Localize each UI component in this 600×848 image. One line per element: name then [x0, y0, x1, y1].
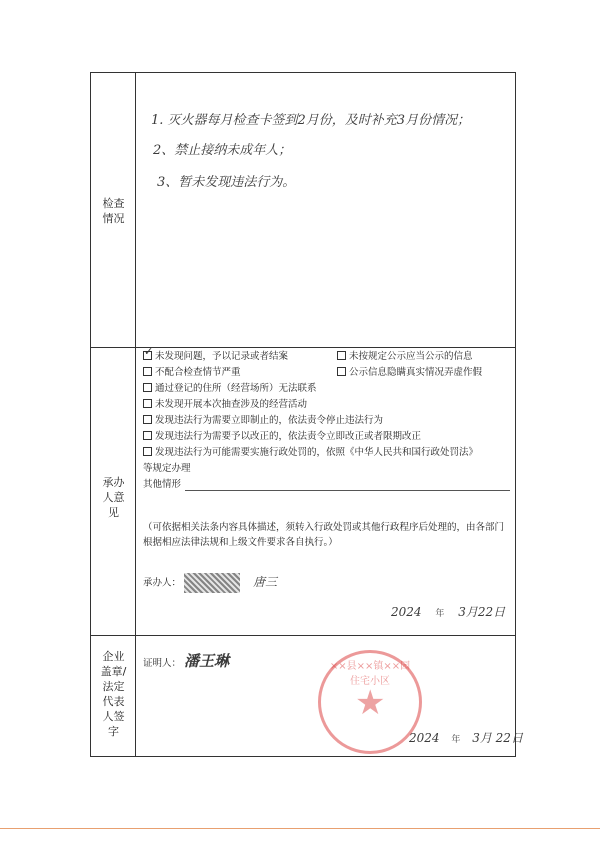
option-no-problem: ✓未发现问题，予以记录或者结案 — [143, 351, 288, 363]
handler-signature: 承办人： 唐三 — [143, 573, 277, 593]
handwritten-line-1: 1. 灭火器每月检查卡签到2月份，及时补充3月份情况； — [151, 113, 471, 128]
checkbox[interactable] — [143, 383, 152, 392]
redacted-signature — [184, 573, 240, 593]
row-divider-1 — [91, 347, 515, 348]
seal-text: ××县××镇××园住宅小区 — [329, 661, 411, 687]
footer-line — [0, 828, 600, 829]
checkbox-checked[interactable] — [143, 351, 152, 360]
checkbox[interactable] — [143, 415, 152, 424]
handler-sign-2: 唐三 — [253, 574, 278, 589]
checkbox[interactable] — [143, 367, 152, 376]
continuation-text: 等规定办理 — [143, 463, 191, 474]
other-situations: 其他情形 — [143, 479, 510, 491]
checkbox[interactable] — [143, 399, 152, 408]
opinion-date: 2024 年 3月22日 — [391, 605, 506, 619]
checkbox[interactable] — [337, 367, 346, 376]
checkbox[interactable] — [143, 447, 152, 456]
option-stop-violation: 发现违法行为需要立即制止的，依法责令停止违法行为 — [143, 415, 383, 427]
check-section-label: 检查 情况 — [102, 197, 125, 225]
option-unreachable: 通过登记的住所（经营场所）无法联系 — [143, 383, 317, 395]
seal-section-label: 企业 盖章/ 法定 代表 人签 字 — [100, 650, 127, 738]
option-false-info: 公示信息隐瞒真实情况弄虚作假 — [337, 367, 482, 379]
explanatory-note: （可依据相关法条内容具体描述，须转入行政处罚或其他行政程序后处理的，由各部门根据相应法律法规和上级文件要求各自执行。） — [143, 522, 505, 548]
seal-date: 2024 年 3月 22日 — [409, 731, 523, 745]
opinion-section-label: 承办 人意 见 — [102, 476, 125, 519]
other-input-line[interactable] — [185, 481, 510, 491]
official-seal — [318, 650, 422, 754]
witness-signature: 潘王琳 — [184, 652, 230, 670]
checkbox[interactable] — [143, 431, 152, 440]
option-no-activity: 未发现开展本次抽查涉及的经营活动 — [143, 399, 307, 411]
option-rectify: 发现违法行为需要予以改正的，依法责令立即改正或者限期改正 — [143, 431, 421, 443]
handwritten-line-3: 3、暂未发现违法行为。 — [157, 175, 296, 190]
option-penalty: 发现违法行为可能需要实施行政处罚的，依照《中华人民共和国行政处罚法》 — [143, 447, 478, 459]
option-not-publicized: 未按规定公示应当公示的信息 — [337, 351, 473, 363]
star-icon: ★ — [355, 683, 386, 723]
option-not-cooperate: 不配合检查情节严重 — [143, 367, 241, 379]
handwritten-line-2: 2、禁止接纳未成年人； — [153, 143, 292, 158]
checkbox[interactable] — [337, 351, 346, 360]
witness-line: 证明人： 潘王琳 — [143, 652, 230, 670]
inspection-form — [90, 72, 523, 757]
row-divider-2 — [91, 635, 515, 636]
